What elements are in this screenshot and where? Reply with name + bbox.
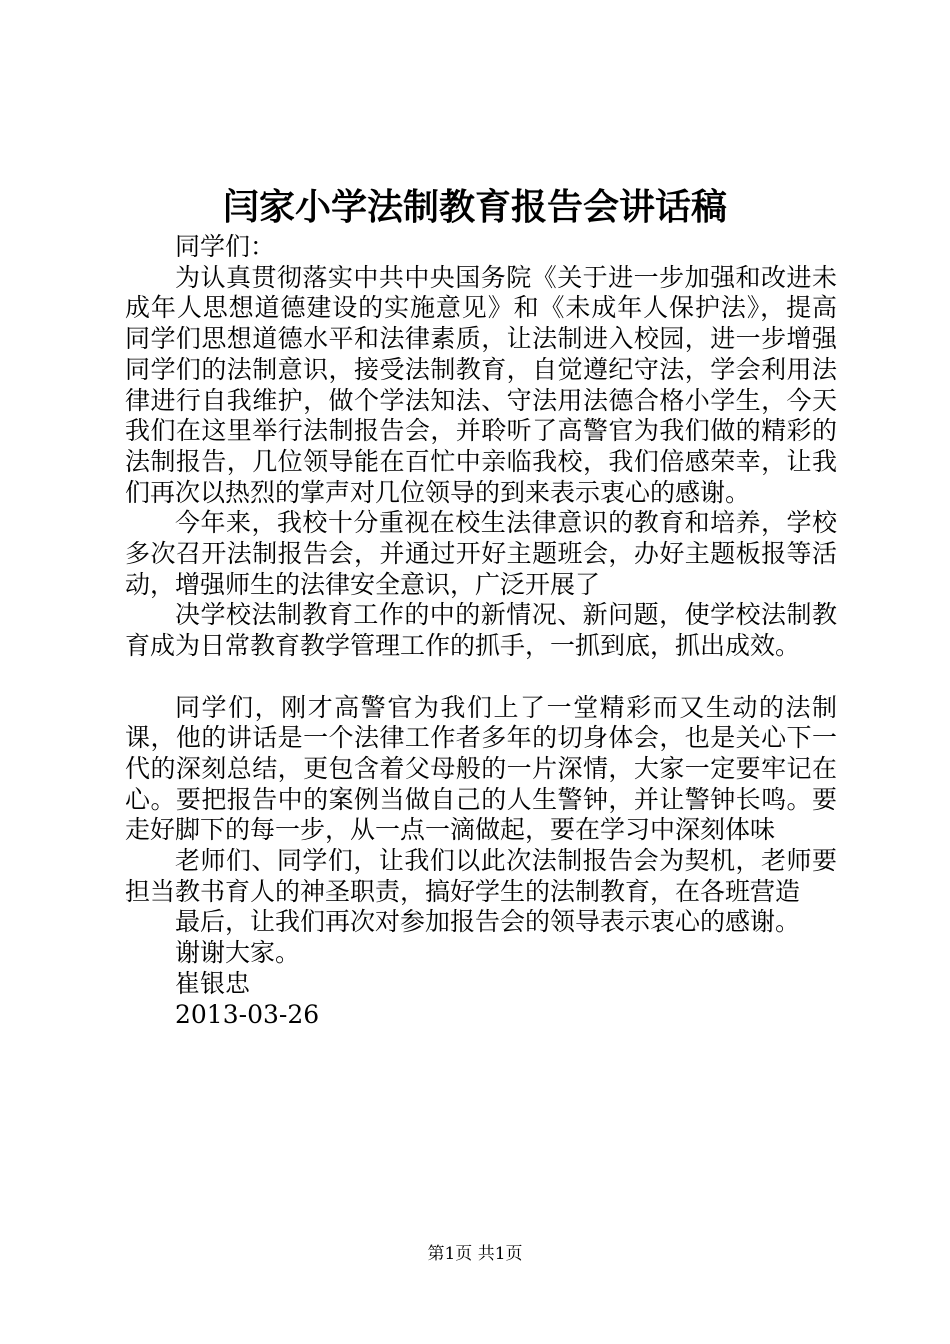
paragraph-1: 为认真贯彻落实中共中央国务院《关于进一步加强和改进未成年人思想道德建设的实施意见》和《未成年人保护法》，提高同学们思想道德水平和法律素质，让法制进入校园，进一步增强同学们的法制意识，接受法制教育，自觉遵纪守法，学会利用法律进行自我维护，做个学法知法、守法用法德合格小学生，今天我们在这里举行法制报告会，并聆听了高警官为我们做的精彩的法制报告，几位领导能在百忙中亲临我校，我们倍感荣幸，让我们再次以热烈的掌声对几位领导的到来表示衷心的感谢。 (125, 262, 837, 507)
greeting: 同学们： (175, 232, 276, 261)
paragraph-6: 最后，让我们再次对参加报告会的领导表示衷心的感谢。 (175, 907, 801, 937)
date: 2013-03-26 (175, 999, 320, 1029)
paragraph-5: 老师们、同学们，让我们以此次法制报告会为契机，老师要担当教书育人的神圣职责，搞好学生的法制教育，在各班营造 (125, 846, 837, 906)
paragraph-3: 决学校法制教育工作的中的新情况、新问题，使学校法制教育成为日常教育教学管理工作的抓手，一抓到底，抓出成效。 (125, 600, 837, 661)
author: 崔银忠 (175, 968, 251, 998)
page-footer: 第1页 共1页 (427, 1244, 523, 1264)
document-body (125, 232, 837, 1030)
paragraph-4: 同学们，刚才高警官为我们上了一堂精彩而又生动的法制课，他的讲话是一个法律工作者多年的切身体会，也是关心下一代的深刻总结，更包含着父母般的一片深情，大家一定要牢记在心。要把报告中的案例当做自己的人生警钟，并让警钟长鸣。要走好脚下的每一步，从一点一滴做起，要在学习中深刻体味 (125, 692, 837, 845)
paragraph-2: 今年来，我校十分重视在校生法律意识的教育和培养，学校多次召开法制报告会，并通过开好主题班会，办好主题板报等活动，增强师生的法律安全意识，广泛开展了 (125, 508, 837, 599)
closing: 谢谢大家。 (175, 938, 301, 968)
document-title: 闫家小学法制教育报告会讲话稿 (222, 187, 727, 228)
